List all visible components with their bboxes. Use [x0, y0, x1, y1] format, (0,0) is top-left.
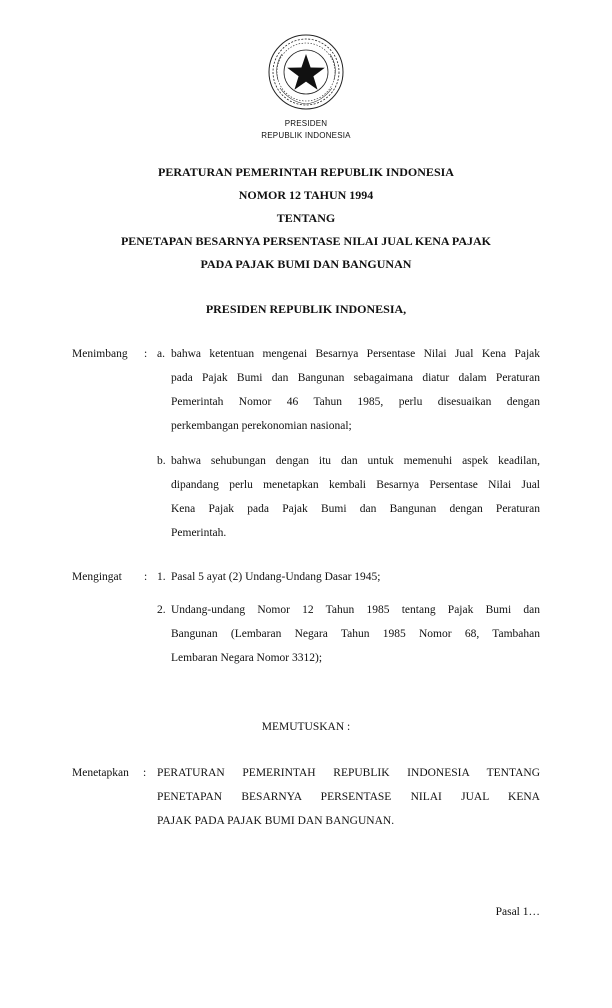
- mengingat-1-line-1: Pasal 5 ayat (2) Undang-Undang Dasar 1945;: [171, 571, 381, 583]
- menimbang-a-line-1: bahwa ketentuan mengenai Besarnya Persentase Nilai Jual Kena Pajak: [171, 348, 540, 360]
- mengingat-item-2: [171, 598, 540, 670]
- menimbang-marker-b: b.: [157, 455, 166, 467]
- regulation-subject-line-2: PADA PAJAK BUMI DAN BANGUNAN: [200, 257, 412, 271]
- regulation-number: NOMOR 12 TAHUN 1994: [238, 188, 374, 202]
- menetapkan-line-2: PENETAPAN BESARNYA PERSENTASE NILAI JUAL KENA: [157, 791, 540, 803]
- presidential-emblem-icon: [266, 32, 346, 112]
- menimbang-b-line-2: dipandang perlu menetapkan kembali Besarnya Persentase Nilai Jual: [171, 479, 540, 491]
- menetapkan-line-3: PAJAK PADA PAJAK BUMI DAN BANGUNAN.: [157, 815, 395, 827]
- menetapkan-label: Menetapkan: [72, 767, 129, 779]
- next-page-reference: Pasal 1…: [495, 906, 540, 918]
- president-heading: PRESIDEN REPUBLIK INDONESIA,: [205, 302, 407, 316]
- office-line-1: PRESIDEN: [284, 119, 328, 128]
- menimbang-b-line-1: bahwa sehubungan dengan itu dan untuk memenuhi aspek keadilan,: [171, 455, 540, 467]
- menimbang-label: Menimbang: [72, 348, 128, 360]
- menimbang-a-line-2: pada Pajak Bumi dan Bangunan sebagaimana diatur dalam Peraturan: [171, 372, 540, 384]
- menimbang-b-line-3: Kena Pajak pada Pajak Bumi dan Bangunan dengan Peraturan: [171, 503, 540, 515]
- menimbang-a-line-4: perkembangan perekonomian nasional;: [171, 420, 352, 432]
- mengingat-2-line-3: Lembaran Negara Nomor 3312);: [171, 652, 323, 664]
- memutuskan-heading: MEMUTUSKAN :: [261, 721, 351, 733]
- mengingat-marker-1: 1.: [157, 571, 166, 583]
- mengingat-item-1: [171, 565, 540, 589]
- menimbang-a-line-3: Pemerintah Nomor 46 Tahun 1985, perlu disesuaikan dengan: [171, 396, 540, 408]
- mengingat-label: Mengingat: [72, 571, 122, 583]
- mengingat-colon: :: [144, 571, 148, 583]
- office-line-2: REPUBLIK INDONESIA: [261, 131, 351, 140]
- mengingat-2-line-1: Undang-undang Nomor 12 Tahun 1985 tentang Pajak Bumi dan: [171, 604, 540, 616]
- mengingat-marker-2: 2.: [157, 604, 166, 616]
- regulation-tentang: TENTANG: [276, 211, 336, 225]
- menimbang-marker-a: a.: [157, 348, 165, 360]
- menimbang-item-b: [171, 449, 540, 545]
- menimbang-item-a: [171, 342, 540, 438]
- menetapkan-text: [157, 761, 540, 833]
- menimbang-colon: :: [144, 348, 148, 360]
- regulation-subject-line-1: PENETAPAN BESARNYA PERSENTASE NILAI JUAL KENA PAJAK: [120, 234, 492, 248]
- regulation-title-line-1: PERATURAN PEMERINTAH REPUBLIK INDONESIA: [158, 165, 454, 179]
- menetapkan-colon: :: [143, 767, 147, 779]
- mengingat-2-line-2: Bangunan (Lembaran Negara Tahun 1985 Nomor 68, Tambahan: [171, 628, 540, 640]
- menetapkan-line-1: PERATURAN PEMERINTAH REPUBLIK INDONESIA TENTANG: [157, 767, 540, 779]
- menimbang-b-line-4: Pemerintah.: [171, 527, 227, 539]
